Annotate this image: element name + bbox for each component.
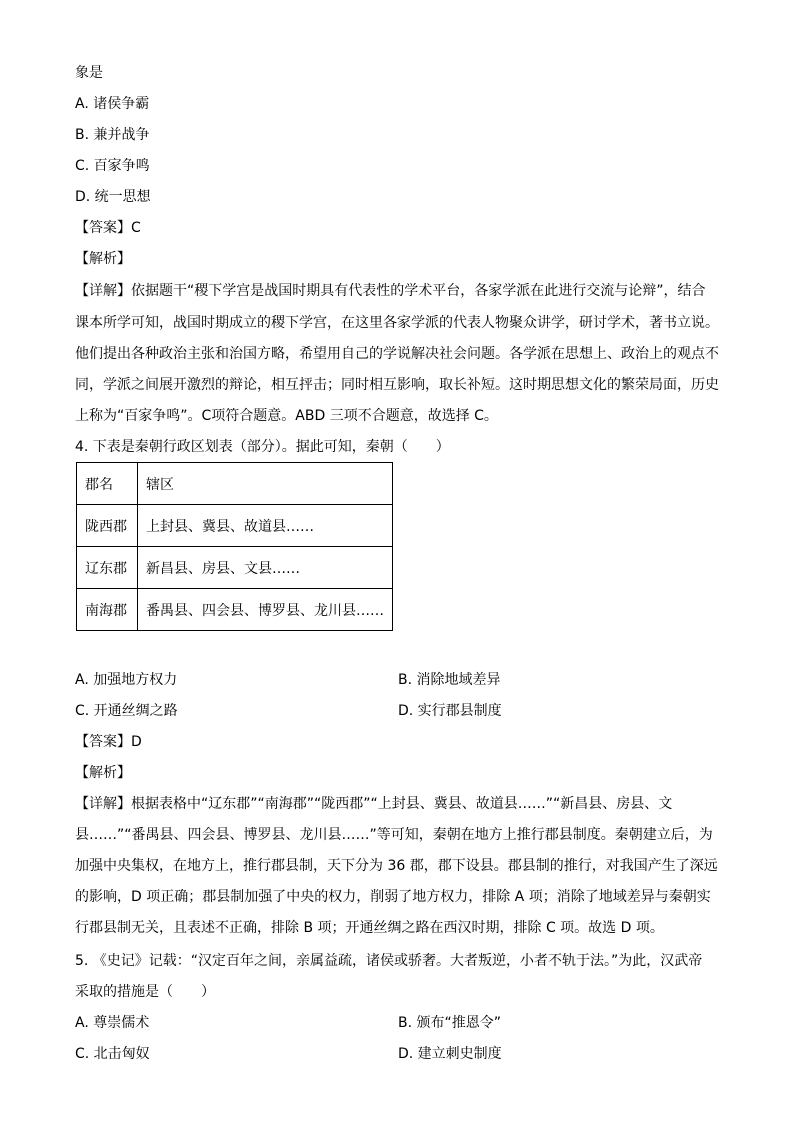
table-row — [77, 505, 393, 547]
q3-detail-line: 上称为“百家争鸣”。C项符合题意。ABD 三项不合题意，故选择 C。 — [75, 408, 498, 424]
q4-option-d: D. 实行郡县制度 — [398, 703, 502, 719]
table-cell: 上封县、冀县、故道县…… — [138, 505, 393, 547]
q5-stem-line: 采取的措施是（ ） — [75, 984, 215, 1000]
table-cell: 新昌县、房县、文县…… — [138, 547, 393, 589]
table-cell: 陇西郡 — [77, 505, 138, 547]
q4-stem: 4. 下表是秦朝行政区划表（部分）。据此可知，秦朝（ ） — [75, 439, 450, 455]
table-row — [77, 547, 393, 589]
q4-detail-line: 县……”“番禺县、四会县、博罗县、龙川县……”等可知，秦朝在地方上推行郡县制度。秦朝建立后，为 — [75, 827, 713, 843]
q4-analysis-title: 【解析】 — [75, 765, 131, 781]
q3-option-c: C. 百家争鸣 — [75, 158, 150, 174]
q5-option-c: C. 北击匈奴 — [75, 1046, 150, 1062]
q4-detail-line: 加强中央集权，在地方上，推行郡县制，天下分为 36 郡，郡下设县。郡县制的推行，对我国产生了深远 — [75, 858, 718, 874]
q3-detail-line: 课本所学可知，战国时期成立的稷下学宫，在这里各家学派的代表人物聚众讲学，研讨学术，著书立说。 — [75, 315, 719, 331]
q3-stem-tail: 象是 — [75, 65, 103, 81]
table-header-row — [77, 463, 393, 505]
table-row — [77, 589, 393, 631]
q3-option-d: D. 统一思想 — [75, 189, 151, 205]
table-cell: 辽东郡 — [77, 547, 138, 589]
q4-option-a: A. 加强地方权力 — [75, 672, 178, 688]
q3-detail-line: 同，学派之间展开激烈的辩论，相互抨击；同时相互影响，取长补短。这时期思想文化的繁荣局面，历史 — [75, 377, 719, 393]
table-cell: 南海郡 — [77, 589, 138, 631]
q3-detail-line: 他们提出各种政治主张和治国方略，希望用自己的学说解决社会问题。各学派在思想上、政治上的观点不 — [75, 346, 719, 362]
q4-detail-line: 行郡县制无关，且表述不正确，排除 B 项；开通丝绸之路在西汉时期，排除 C 项。故选 D 项。 — [75, 920, 664, 936]
q3-answer: 【答案】C — [75, 220, 141, 236]
q5-stem-line: 5. 《史记》记载：“汉定百年之间，亲属益疏，诸侯或骄奢。大者叛逆，小者不轨于法。”为此，汉武帝 — [75, 953, 703, 969]
q4-option-b: B. 消除地域差异 — [398, 672, 501, 688]
q5-option-d: D. 建立刺史制度 — [398, 1046, 502, 1062]
q3-analysis-title: 【解析】 — [75, 251, 131, 267]
q3-option-b: B. 兼并战争 — [75, 127, 150, 143]
q5-option-a: A. 尊崇儒术 — [75, 1015, 150, 1031]
q4-detail-line: 的影响，D 项正确；郡县制加强了中央的权力，削弱了地方权力，排除 A 项；消除了地域差异与秦朝实 — [75, 889, 711, 905]
q4-detail-line: 【详解】根据表格中“辽东郡”“南海郡”“陇西郡”“上封县、冀县、故道县……”“新昌县、房县、文 — [75, 796, 673, 812]
q3-detail-line: 【详解】依据题干“稷下学宫是战国时期具有代表性的学术平台，各家学派在此进行交流与论辩”，结合 — [75, 283, 706, 299]
admin-division-table — [76, 462, 393, 631]
table-cell: 番禺县、四会县、博罗县、龙川县…… — [138, 589, 393, 631]
table-header-cell: 郡名 — [77, 463, 138, 505]
q3-option-a: A. 诸侯争霸 — [75, 96, 150, 112]
q5-option-b: B. 颁布“推恩令” — [398, 1015, 502, 1031]
q4-option-c: C. 开通丝绸之路 — [75, 703, 178, 719]
q4-answer: 【答案】D — [75, 734, 142, 750]
table-header-cell: 辖区 — [138, 463, 393, 505]
